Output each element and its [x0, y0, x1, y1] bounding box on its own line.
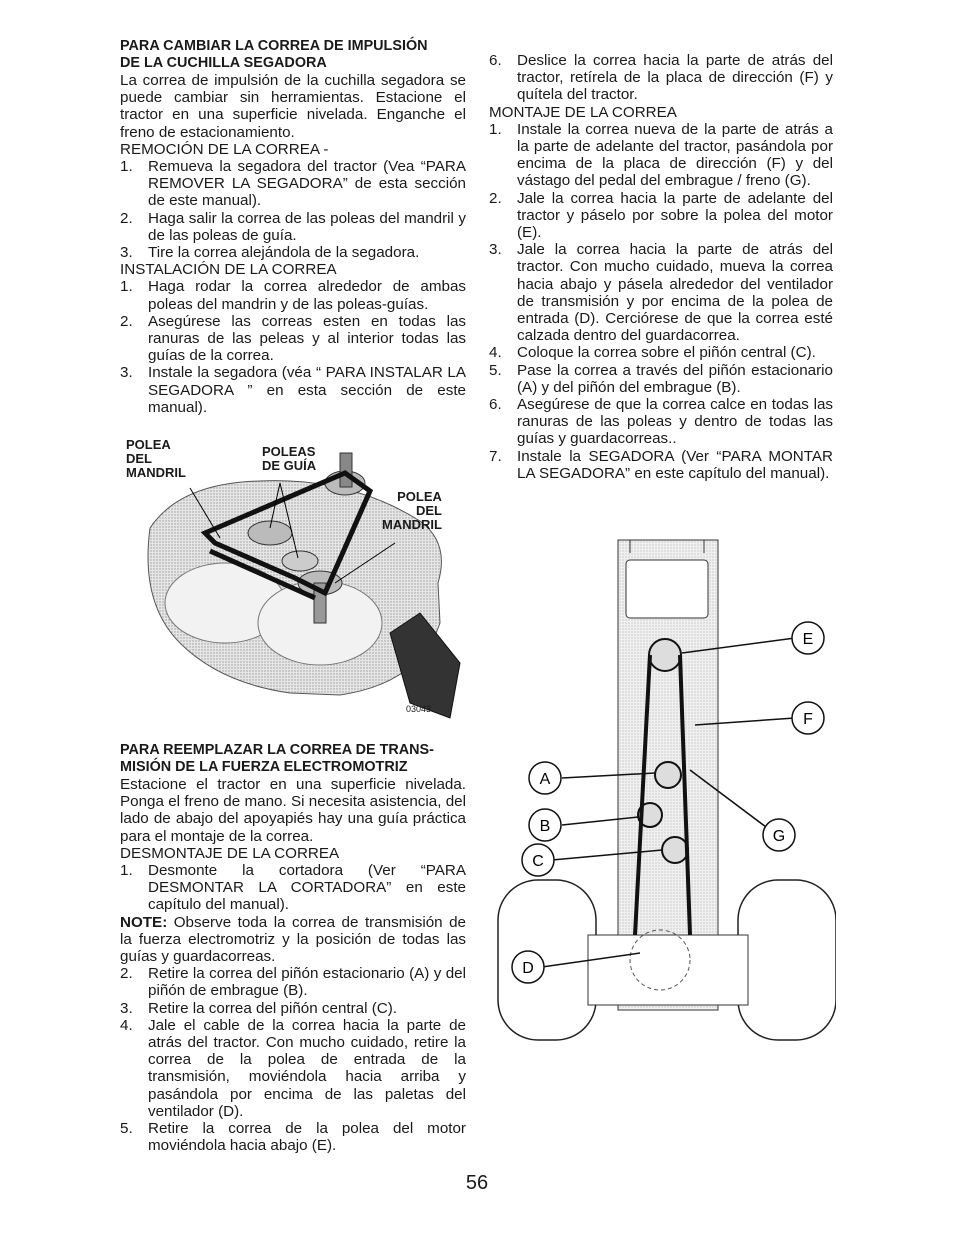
label-idler-pulleys: POLEAS DE GUÍA	[262, 444, 317, 473]
callout-e: E	[802, 631, 814, 648]
note-paragraph	[120, 914, 466, 966]
callout-g: G	[772, 828, 786, 845]
list-item: 4. Coloque la correa sobre el piñón central (C).	[489, 344, 816, 362]
mount-list	[489, 121, 833, 482]
removal-list	[120, 158, 466, 261]
removal-heading: REMOCIÓN DE LA CORREA -	[120, 140, 329, 158]
section-mower-belt	[120, 38, 466, 416]
list-item: 6. Deslice la correa hacia la parte de atrás del tractor, retírela de la placa de dirección (F) y quítela del tractor.	[489, 52, 833, 104]
mount-heading: MONTAJE DE LA CORREA	[489, 103, 677, 121]
list-item: 2. Retire la correa del piñón estacionario (A) y del piñón de embrague (B).	[120, 965, 466, 1000]
list-item: 2. Asegúrese las correas esten en todas las ranuras de las peleas y al interior todas las guías de la correa.	[120, 312, 466, 365]
list-item: 6. Asegúrese de que la correa calce en todas las ranuras de las poleas y dentro de todas las guías y guardacorreas..	[489, 396, 833, 448]
list-item: 1. Instale la correa nueva de la parte de atrás a la parte de adelante del tractor, pasándola por encima de la placa de dirección (F) y del vástago del pedal del embrague / freno (G).	[489, 120, 833, 190]
label-spindle-pulley-left: POLEA DEL MANDRIL	[126, 437, 186, 480]
section-title-line1: PARA REEMPLAZAR LA CORREA DE TRANS-	[120, 742, 434, 758]
intro-paragraph: Estacione el tractor en una superficie nivelada. Ponga el freno de mano. Si necesita asistencia, del lado de abajo del apoyapiés hay una guía práctica para el montaje de la correa.	[120, 776, 466, 845]
section-title-line2: DE LA CUCHILLA SEGADORA	[120, 55, 327, 71]
list-item: 1. Desmonte la cortadora (Ver “PARA DESMONTAR LA CORTADORA” en este capítulo del manual).	[120, 862, 466, 914]
dismount-heading: DESMONTAJE DE LA CORREA	[120, 844, 340, 862]
section-pto-belt	[120, 742, 466, 1154]
callout-f: F	[803, 711, 813, 728]
note-label: NOTE:	[120, 913, 168, 931]
list-item: 1. Haga rodar la correa alrededor de ambas poleas del mandrin y de las poleas-guías.	[120, 278, 466, 313]
list-item: 2. Haga salir la correa de las poleas del mandril y de las poleas de guía.	[120, 209, 466, 244]
note-text: Observe toda la correa de transmisión de la fuerza electromotriz y la posición de todas las guías y guardacorreas.	[120, 913, 466, 966]
callout-a: A	[539, 771, 551, 788]
tractor-belt-routing-figure	[490, 535, 836, 1055]
list-item: 3. Instale la segadora (véa “ PARA INSTALAR LA SEGADORA ” en esta sección de este manual).	[120, 364, 466, 416]
list-item: 2. Jale la correa hacia la parte de adelante del tractor y páselo por sobre la polea del motor (E).	[489, 189, 833, 242]
section-right-column	[489, 52, 833, 482]
list-item: 5. Pase la correa a través del piñón estacionario (A) y del piñón del embrague (B).	[489, 361, 833, 396]
list-item: 3. Retire la correa del piñón central (C).	[120, 999, 398, 1017]
list-item: 3. Tire la correa alejándola de la segadora.	[120, 244, 420, 262]
list-item: 3. Jale la correa hacia la parte de atrás del tractor. Con mucho cuidado, mueva la correa hacia abajo y pásela alrededor del ventilador de transmisión y por encima de la polea de entrada (D). Cerciórese de que la correa esté calzada dentro del guardacorrea.	[489, 241, 833, 345]
section-title-line2: MISIÓN DE LA FUERZA ELECTROMOTRIZ	[120, 759, 408, 775]
install-list	[120, 278, 466, 416]
intro-paragraph: La correa de impulsión de la cuchilla segadora se puede cambiar sin herramientas. Estacione el tractor en una superficie nivelada. Enganche el freno de estacionamiento.	[120, 72, 466, 141]
callout-d: D	[522, 960, 534, 977]
mower-deck-figure	[120, 433, 470, 723]
page-number: 56	[465, 1172, 489, 1194]
label-spindle-pulley-right: POLEA DEL MANDRIL	[382, 489, 442, 532]
section-title-line1: PARA CAMBIAR LA CORREA DE IMPULSIÓN	[120, 38, 428, 54]
callout-c: C	[532, 853, 544, 870]
install-heading: INSTALACIÓN DE LA CORREA	[120, 261, 337, 279]
list-item: 4. Jale el cable de la correa hacia la parte de atrás del tractor. Con mucho cuidado, retire la correa de la polea de entrada de la transmisión, moviéndola hacia arriba y pasándola por encima de las paletas del ventilador (D).	[120, 1016, 466, 1120]
tractor-underside-illustration	[490, 535, 836, 1055]
figure-code: 03043	[406, 704, 432, 714]
list-item: 7. Instale la SEGADORA (Ver “PARA MONTAR LA SEGADORA” en este capítulo del manual).	[489, 447, 833, 482]
list-item: 5. Retire la correa de la polea del motor moviéndola hacia abajo (E).	[120, 1120, 466, 1155]
callout-b: B	[539, 818, 551, 835]
list-item: 1. Remueva la segadora del tractor (Vea “PARA REMOVER LA SEGADORA” de esta sección de este manual).	[120, 158, 466, 210]
